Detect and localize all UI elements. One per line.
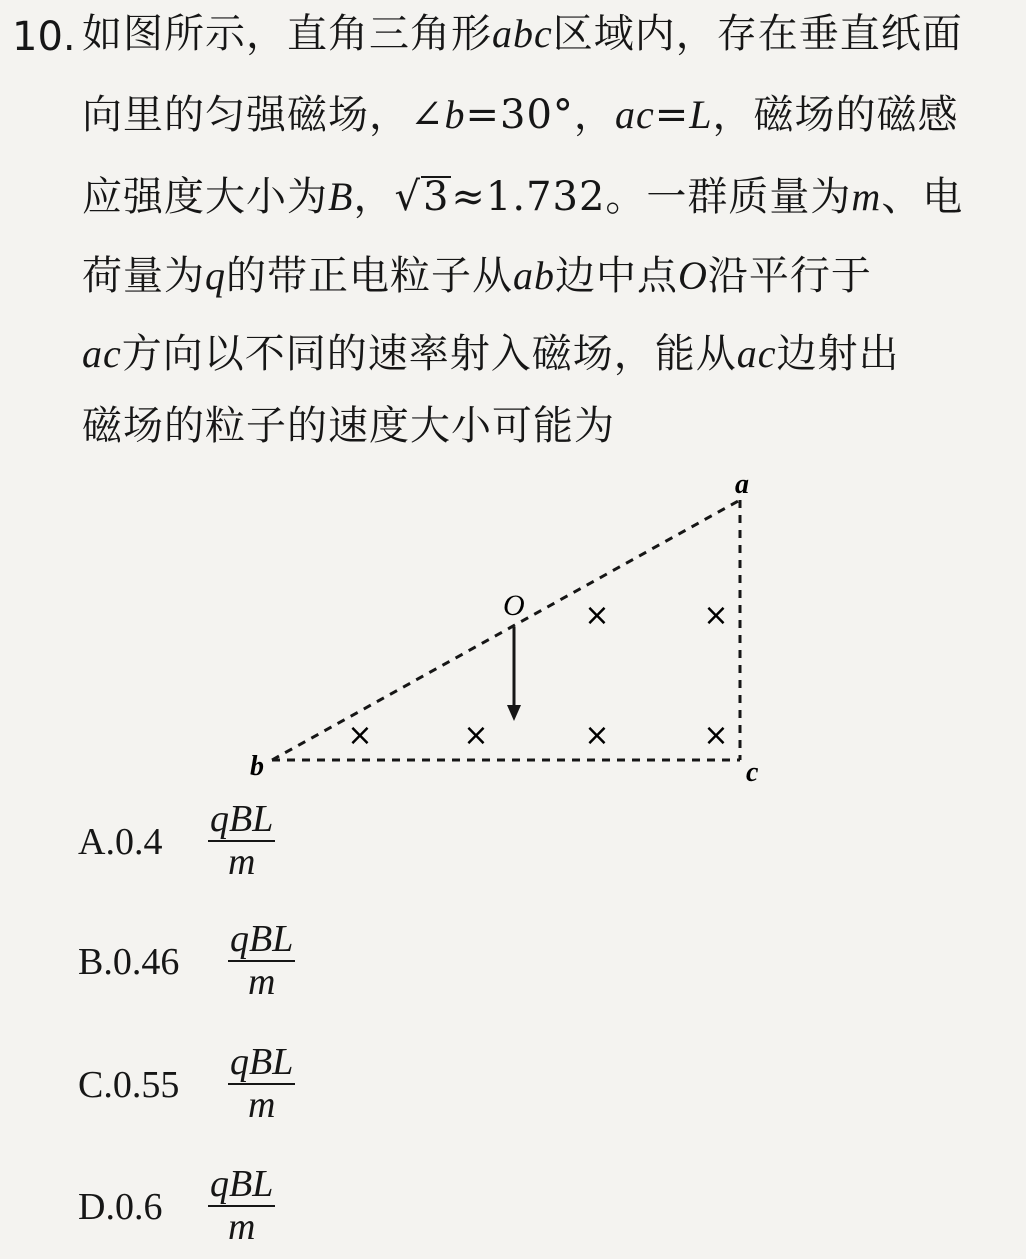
option-b-fraction — [228, 920, 295, 1004]
text: = — [654, 92, 690, 138]
fraction-denominator: m — [247, 1083, 276, 1126]
var-ac: ac — [82, 331, 122, 376]
sqrt-sign: √ — [394, 174, 421, 220]
question-line-6 — [82, 403, 615, 449]
text: 如图所示，直角三角形 — [82, 11, 492, 57]
text: 区域内，存在垂直纸面 — [552, 11, 963, 57]
question-line-5 — [82, 331, 900, 377]
text: 边中点 — [555, 253, 678, 299]
question-line-4 — [82, 253, 872, 299]
var-L: L — [689, 92, 713, 137]
var-ac: ac — [736, 331, 777, 376]
text: 边射出 — [776, 331, 900, 377]
text: ，磁场的磁感 — [712, 92, 959, 138]
field-mark: × — [703, 718, 729, 753]
text: 荷量为 — [82, 253, 205, 299]
option-d-fraction — [208, 1165, 275, 1249]
fraction-numerator: qBL — [230, 1041, 294, 1083]
var-b: b — [444, 92, 466, 137]
question-line-2 — [82, 92, 959, 138]
var-ac: ac — [614, 92, 655, 137]
fraction-numerator: qBL — [230, 918, 294, 960]
label-a: a — [735, 469, 749, 500]
fraction-denominator: m — [227, 1205, 256, 1248]
field-mark: × — [463, 718, 489, 753]
triangle-diagram — [230, 455, 790, 795]
text: 方向以不同的速率射入磁场，能从 — [121, 331, 737, 377]
velocity-arrowhead — [507, 705, 521, 721]
fraction-numerator: qBL — [210, 1163, 274, 1205]
var-B: B — [328, 174, 354, 219]
text: =30°， — [465, 92, 615, 138]
var-m: m — [851, 174, 882, 219]
text: 的带正电粒子从 — [226, 253, 513, 299]
text: 沿平行于 — [707, 253, 872, 299]
var-O: O — [678, 253, 708, 298]
label-c: c — [746, 757, 759, 788]
option-a-fraction — [208, 800, 275, 884]
field-mark: × — [703, 598, 729, 633]
text: 、电 — [881, 174, 964, 220]
var-abc: abc — [492, 11, 553, 56]
label-b: b — [250, 751, 264, 782]
option-c-label: C.0.55 — [78, 1064, 180, 1106]
text: 磁场的粒子的速度大小可能为 — [82, 403, 615, 449]
field-mark: × — [347, 718, 373, 753]
option-a-label: A.0.4 — [78, 821, 163, 863]
option-c-fraction — [228, 1043, 295, 1127]
edge-ab — [272, 500, 740, 760]
text: 应强度大小为 — [82, 174, 328, 220]
label-O: O — [503, 589, 525, 622]
option-b-label: B.0.46 — [78, 941, 180, 983]
question-number: 10. — [12, 14, 76, 60]
fraction-numerator: qBL — [210, 798, 274, 840]
text: ， — [353, 174, 395, 220]
field-mark: × — [584, 718, 610, 753]
var-q: q — [205, 253, 226, 298]
text: ≈1.732。一群质量为 — [451, 174, 852, 220]
field-mark: × — [584, 598, 610, 633]
question-line-1 — [82, 11, 963, 57]
option-d-label: D.0.6 — [78, 1186, 163, 1228]
fraction-denominator: m — [227, 840, 256, 883]
fraction-denominator: m — [247, 960, 276, 1003]
question-line-3 — [82, 174, 964, 220]
sqrt-radicand: 3 — [422, 174, 450, 220]
var-ab: ab — [513, 253, 555, 298]
text: 向里的匀强磁场，∠ — [82, 92, 445, 138]
